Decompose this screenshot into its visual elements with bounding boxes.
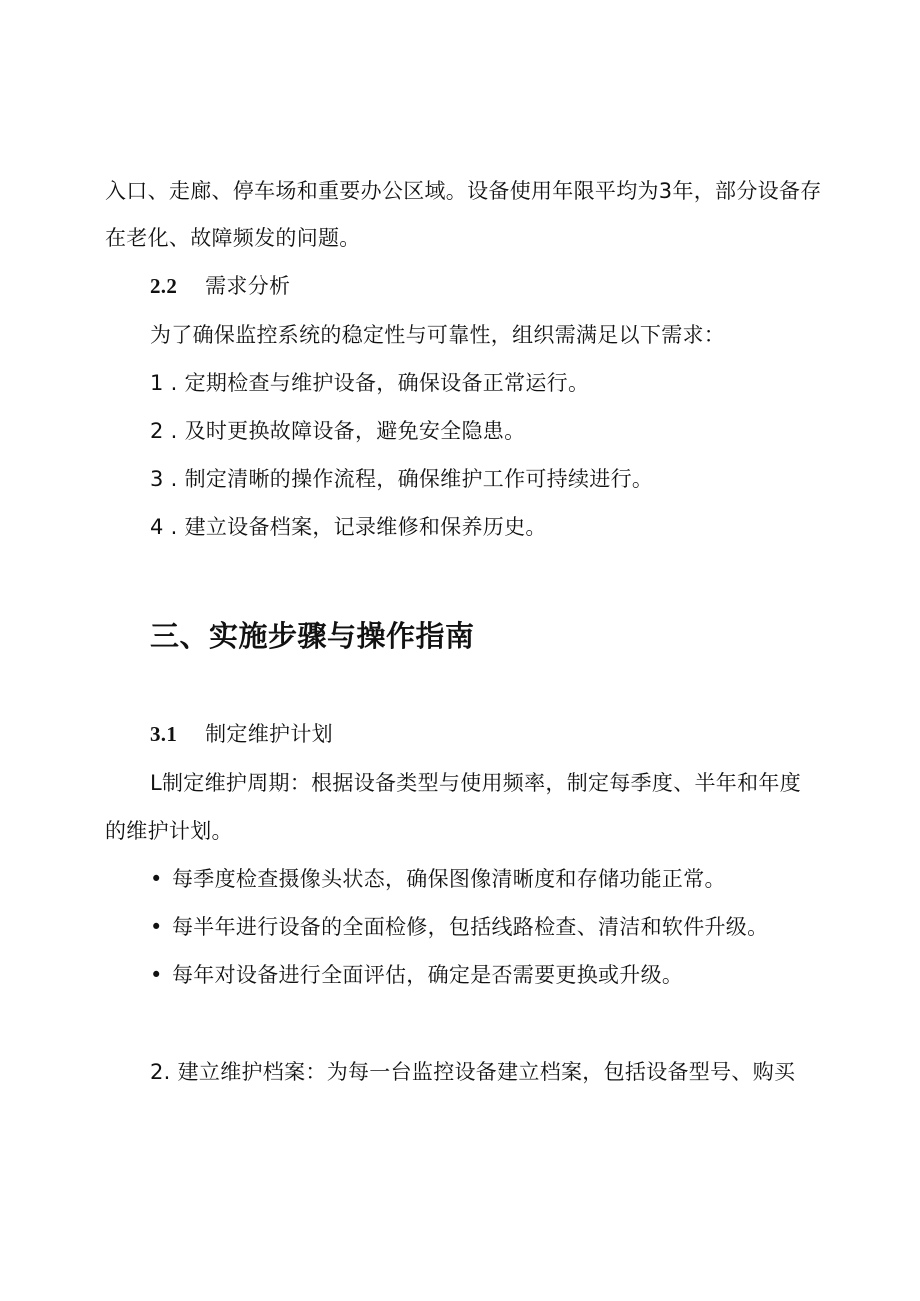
section-number: 3.1 <box>150 722 178 746</box>
paragraph-line: L制定维护周期：根据设备类型与使用频率，制定每季度、半年和年度 <box>150 771 801 795</box>
chapter-title: 三、实施步骤与操作指南 <box>150 619 475 653</box>
bullet-icon: • <box>150 963 163 987</box>
list-item: 1 . 定期检查与维护设备，确保设备正常运行。 <box>150 371 590 395</box>
bullet-icon: • <box>150 867 163 891</box>
section-heading <box>150 719 333 749</box>
section-heading <box>150 271 290 301</box>
bullet-item <box>150 864 726 894</box>
paragraph-line: 在老化、故障频发的问题。 <box>105 226 361 250</box>
paragraph-line: 的维护计划。 <box>105 819 233 843</box>
paragraph-line: 入口、走廊、停车场和重要办公区域。设备使用年限平均为3年，部分设备存 <box>105 179 822 203</box>
list-item: 2 . 及时更换故障设备，避免安全隐患。 <box>150 419 526 443</box>
section-title: 制定维护计划 <box>205 722 333 746</box>
bullet-item <box>150 960 683 990</box>
section-title: 需求分析 <box>205 274 291 298</box>
section-number: 2.2 <box>150 274 178 298</box>
bullet-icon: • <box>150 915 163 939</box>
bullet-text: 每季度检查摄像头状态，确保图像清晰度和存储功能正常。 <box>172 867 726 891</box>
list-item: 3 . 制定清晰的操作流程，确保维护工作可持续进行。 <box>150 467 654 491</box>
bullet-text: 每年对设备进行全面评估，确定是否需要更换或升级。 <box>172 963 684 987</box>
list-item: 4 . 建立设备档案，记录维修和保养历史。 <box>150 515 547 539</box>
paragraph-line: 2. 建立维护档案：为每一台监控设备建立档案，包括设备型号、购买 <box>150 1060 796 1084</box>
section-intro: 为了确保监控系统的稳定性与可靠性，组织需满足以下需求： <box>150 323 726 347</box>
bullet-text: 每半年进行设备的全面检修，包括线路检查、清洁和软件升级。 <box>172 915 769 939</box>
bullet-item <box>150 912 768 942</box>
